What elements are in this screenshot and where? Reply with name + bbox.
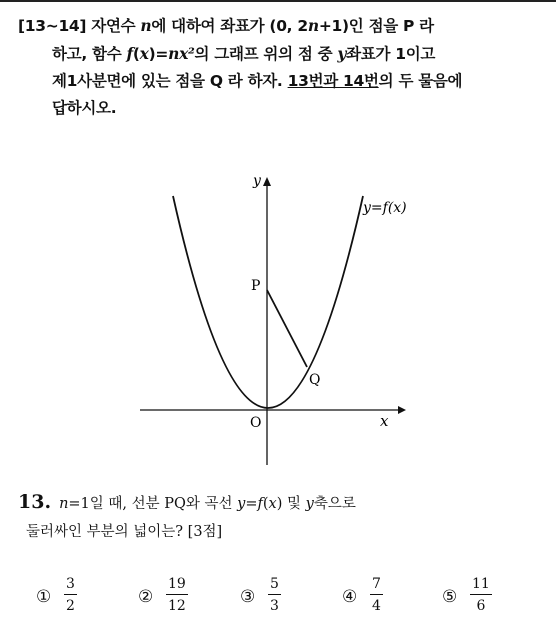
question-line-1: 13. n=1일 때, 선분 PQ와 곡선 y=f(x) 및 y축으로 (18, 491, 356, 513)
choice-3-fraction: $\frac{5}{3}$ (270, 576, 279, 614)
parabola-curve (173, 196, 363, 408)
y-axis-arrow (263, 177, 271, 186)
point-q-label: Q (309, 372, 321, 388)
intro-line-3: 제1사분면에 있는 점을 Q 라 하자. 13번과 14번의 두 물음에 (52, 72, 463, 90)
x-axis-label: x (380, 412, 389, 430)
curve-label: y=f(x) (363, 200, 407, 216)
x-axis-arrow (398, 406, 406, 414)
intro-line-1: [13~14] 자연수 n에 대하여 좌표가 (0, 2n+1)인 점을 P 라 (18, 16, 434, 35)
intro-line-2: 하고, 함수 f(x)=nx²의 그래프 위의 점 중 y좌표가 1이고 (52, 44, 436, 63)
question-line-2: 둘러싸인 부분의 넓이는? [3점] (26, 524, 223, 540)
choice-2-fraction: $\frac{19}{12}$ (168, 576, 186, 614)
choice-1-fraction: $\frac{3}{2}$ (66, 576, 75, 614)
point-p-label: P (251, 278, 261, 294)
y-axis-label: y (253, 173, 261, 189)
question-number: 13. (18, 491, 52, 513)
choice-4-fraction: $\frac{7}{4}$ (372, 576, 381, 614)
intro-line-4: 답하시오. (52, 99, 117, 117)
origin-label: O (250, 415, 262, 431)
question-13 (18, 488, 538, 546)
choice-5-fraction: $\frac{11}{6}$ (472, 576, 490, 614)
answer-choices: ① $\frac{3}{2}$ ② $\frac{19}{12}$ ③ $\frac{5}{3}$ ④ $\frac{7}{4}$ ⑤ $\frac{11}{6}$ (0, 574, 556, 624)
segment-pq (267, 290, 307, 367)
